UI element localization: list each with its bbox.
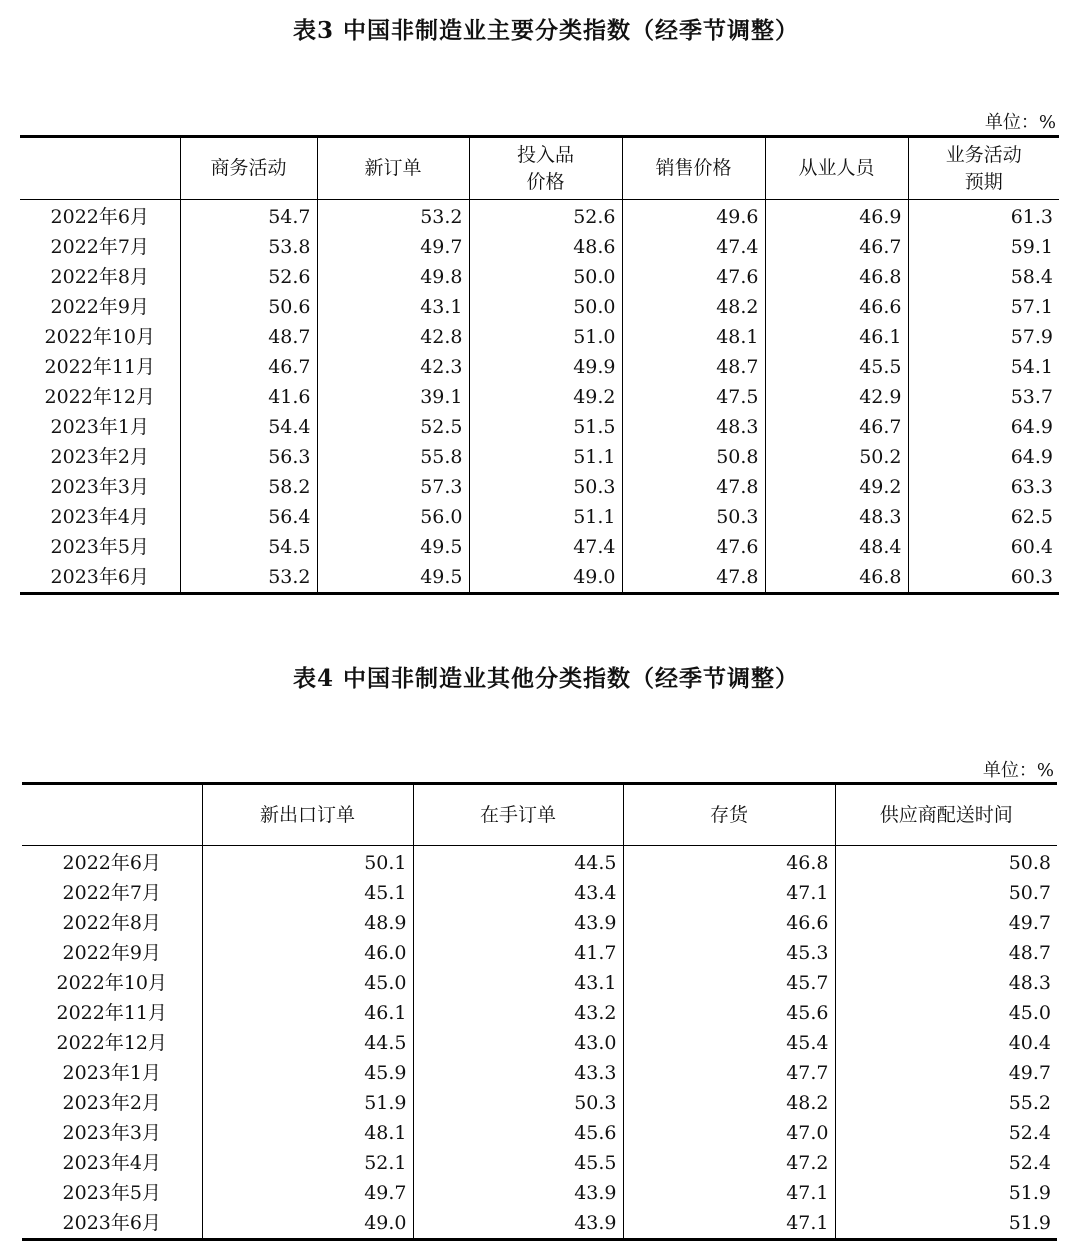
table4-title: 表4 中国非制造业其他分类指数（经季节调整）	[292, 665, 799, 692]
cell-value: 45.3	[623, 938, 835, 968]
row-month: 2022年9月	[62, 942, 161, 964]
cell-value: 51.1	[469, 502, 622, 532]
cell-value: 49.9	[469, 352, 622, 382]
cell-value: 50.8	[622, 442, 765, 472]
cell-value: 52.4	[835, 1118, 1057, 1148]
cell-value: 45.0	[202, 968, 413, 998]
cell-value: 46.6	[765, 292, 908, 322]
cell-value: 46.0	[202, 938, 413, 968]
row-month: 2022年6月	[62, 852, 161, 874]
table-row	[22, 1088, 1057, 1118]
table3-header-4-line1: 从业人员	[798, 157, 875, 179]
cell-value: 49.5	[317, 562, 469, 594]
table-row	[22, 938, 1057, 968]
cell-value: 50.7	[835, 878, 1057, 908]
table3-header-corner	[20, 137, 180, 200]
table-row	[20, 200, 1059, 233]
table3-header-0-line1: 商务活动	[210, 157, 287, 179]
table-row	[20, 502, 1059, 532]
cell-value: 51.0	[469, 322, 622, 352]
cell-value: 46.8	[765, 262, 908, 292]
row-month: 2023年1月	[62, 1062, 161, 1084]
cell-value: 43.9	[413, 1208, 623, 1240]
table-row	[20, 262, 1059, 292]
row-month: 2023年3月	[50, 476, 149, 498]
table4-header-row	[22, 784, 1057, 846]
cell-value: 49.2	[469, 382, 622, 412]
cell-value: 52.1	[202, 1148, 413, 1178]
cell-value: 51.5	[469, 412, 622, 442]
cell-value: 45.6	[623, 998, 835, 1028]
cell-value: 60.4	[908, 532, 1059, 562]
cell-value: 47.1	[623, 1208, 835, 1240]
cell-value: 45.5	[413, 1148, 623, 1178]
row-month: 2022年11月	[44, 356, 156, 378]
cell-value: 53.2	[180, 562, 317, 594]
cell-value: 54.4	[180, 412, 317, 442]
cell-value: 48.6	[469, 232, 622, 262]
table3-header-3-line1: 销售价格	[655, 157, 732, 179]
table3-header-row	[20, 137, 1059, 200]
cell-value: 42.3	[317, 352, 469, 382]
cell-value: 49.0	[202, 1208, 413, 1240]
table-row	[20, 352, 1059, 382]
cell-value: 46.9	[765, 200, 908, 233]
cell-value: 47.6	[622, 262, 765, 292]
cell-value: 46.8	[765, 562, 908, 594]
row-month: 2022年8月	[62, 912, 161, 934]
row-month: 2023年1月	[50, 416, 149, 438]
cell-value: 47.2	[623, 1148, 835, 1178]
table3-header-2-line2: 价格	[526, 170, 565, 193]
table-row	[22, 968, 1057, 998]
row-month: 2022年12月	[56, 1032, 168, 1054]
table3-header-5-line1: 业务活动	[945, 143, 1022, 166]
row-month: 2022年7月	[62, 882, 161, 904]
cell-value: 43.1	[413, 968, 623, 998]
cell-value: 49.2	[765, 472, 908, 502]
cell-value: 50.6	[180, 292, 317, 322]
table-row	[22, 1118, 1057, 1148]
row-month: 2023年6月	[62, 1212, 161, 1234]
table-row	[22, 1208, 1057, 1240]
cell-value: 41.6	[180, 382, 317, 412]
cell-value: 53.8	[180, 232, 317, 262]
row-month: 2023年4月	[62, 1152, 161, 1174]
cell-value: 60.3	[908, 562, 1059, 594]
table-row	[22, 846, 1057, 879]
cell-value: 53.2	[317, 200, 469, 233]
cell-value: 49.7	[202, 1178, 413, 1208]
cell-value: 50.0	[469, 292, 622, 322]
table4	[22, 782, 1057, 1241]
cell-value: 43.2	[413, 998, 623, 1028]
cell-value: 47.8	[622, 562, 765, 594]
table4-header-3-line1: 供应商配送时间	[879, 803, 1013, 826]
table-row	[22, 1148, 1057, 1178]
table3-header-4	[765, 137, 908, 200]
cell-value: 50.3	[469, 472, 622, 502]
cell-value: 40.4	[835, 1028, 1057, 1058]
table4-unit: 单位：%	[982, 760, 1054, 781]
cell-value: 48.2	[622, 292, 765, 322]
cell-value: 45.1	[202, 878, 413, 908]
cell-value: 47.8	[622, 472, 765, 502]
table-row	[20, 442, 1059, 472]
cell-value: 55.8	[317, 442, 469, 472]
cell-value: 50.2	[765, 442, 908, 472]
cell-value: 47.6	[622, 532, 765, 562]
table3-unit: 单位：%	[984, 112, 1056, 133]
cell-value: 55.2	[835, 1088, 1057, 1118]
row-month: 2022年7月	[50, 236, 149, 258]
cell-value: 59.1	[908, 232, 1059, 262]
cell-value: 42.9	[765, 382, 908, 412]
table-row	[20, 472, 1059, 502]
table4-header-2-line1: 存货	[709, 803, 748, 826]
cell-value: 57.9	[908, 322, 1059, 352]
cell-value: 48.3	[835, 968, 1057, 998]
table-row	[20, 532, 1059, 562]
cell-value: 39.1	[317, 382, 469, 412]
cell-value: 57.3	[317, 472, 469, 502]
table3-title: 表3 中国非制造业主要分类指数（经季节调整）	[292, 17, 799, 44]
table-row	[20, 322, 1059, 352]
row-month: 2022年10月	[56, 972, 168, 994]
cell-value: 47.1	[623, 1178, 835, 1208]
cell-value: 49.5	[317, 532, 469, 562]
cell-value: 45.0	[835, 998, 1057, 1028]
cell-value: 52.4	[835, 1148, 1057, 1178]
table3-header-1	[317, 137, 469, 200]
row-month: 2022年6月	[50, 206, 149, 228]
cell-value: 54.7	[180, 200, 317, 233]
cell-value: 51.1	[469, 442, 622, 472]
row-month: 2023年2月	[62, 1092, 161, 1114]
cell-value: 45.4	[623, 1028, 835, 1058]
cell-value: 51.9	[835, 1178, 1057, 1208]
cell-value: 47.7	[623, 1058, 835, 1088]
cell-value: 47.0	[623, 1118, 835, 1148]
cell-value: 58.4	[908, 262, 1059, 292]
cell-value: 45.6	[413, 1118, 623, 1148]
row-month: 2023年2月	[50, 446, 149, 468]
row-month: 2023年5月	[50, 536, 149, 558]
cell-value: 49.0	[469, 562, 622, 594]
row-month: 2023年4月	[50, 506, 149, 528]
table4-header-2	[623, 784, 835, 846]
row-month: 2023年5月	[62, 1182, 161, 1204]
cell-value: 48.1	[202, 1118, 413, 1148]
table3-header-2	[469, 137, 622, 200]
cell-value: 61.3	[908, 200, 1059, 233]
cell-value: 48.4	[765, 532, 908, 562]
table3-header-0	[180, 137, 317, 200]
cell-value: 48.7	[180, 322, 317, 352]
table3-header-5-line2: 预期	[964, 170, 1003, 193]
cell-value: 43.0	[413, 1028, 623, 1058]
cell-value: 50.8	[835, 846, 1057, 879]
cell-value: 50.3	[413, 1088, 623, 1118]
cell-value: 49.8	[317, 262, 469, 292]
cell-value: 56.3	[180, 442, 317, 472]
cell-value: 48.7	[835, 938, 1057, 968]
table4-body	[22, 846, 1057, 1240]
cell-value: 46.7	[765, 412, 908, 442]
cell-value: 43.1	[317, 292, 469, 322]
cell-value: 46.7	[765, 232, 908, 262]
cell-value: 45.9	[202, 1058, 413, 1088]
cell-value: 49.6	[622, 200, 765, 233]
table-row	[22, 998, 1057, 1028]
table-row	[22, 1178, 1057, 1208]
cell-value: 56.0	[317, 502, 469, 532]
cell-value: 50.0	[469, 262, 622, 292]
cell-value: 54.1	[908, 352, 1059, 382]
row-month: 2022年11月	[56, 1002, 168, 1024]
table-row	[20, 292, 1059, 322]
cell-value: 49.7	[835, 1058, 1057, 1088]
cell-value: 41.7	[413, 938, 623, 968]
cell-value: 51.9	[835, 1208, 1057, 1240]
cell-value: 44.5	[202, 1028, 413, 1058]
cell-value: 47.4	[622, 232, 765, 262]
cell-value: 48.2	[623, 1088, 835, 1118]
cell-value: 49.7	[835, 908, 1057, 938]
cell-value: 52.5	[317, 412, 469, 442]
cell-value: 43.9	[413, 908, 623, 938]
cell-value: 46.8	[623, 846, 835, 879]
cell-value: 47.5	[622, 382, 765, 412]
cell-value: 48.1	[622, 322, 765, 352]
cell-value: 42.8	[317, 322, 469, 352]
cell-value: 53.7	[908, 382, 1059, 412]
table-row	[22, 1028, 1057, 1058]
table4-header-corner	[22, 784, 202, 846]
cell-value: 52.6	[469, 200, 622, 233]
cell-value: 46.7	[180, 352, 317, 382]
cell-value: 49.7	[317, 232, 469, 262]
cell-value: 47.4	[469, 532, 622, 562]
cell-value: 64.9	[908, 412, 1059, 442]
cell-value: 43.3	[413, 1058, 623, 1088]
table3-header-3	[622, 137, 765, 200]
cell-value: 50.3	[622, 502, 765, 532]
cell-value: 56.4	[180, 502, 317, 532]
row-month: 2022年9月	[50, 296, 149, 318]
table-row	[22, 908, 1057, 938]
table3-body	[20, 200, 1059, 594]
cell-value: 48.3	[622, 412, 765, 442]
cell-value: 50.1	[202, 846, 413, 879]
cell-value: 48.7	[622, 352, 765, 382]
cell-value: 58.2	[180, 472, 317, 502]
table3-header-5	[908, 137, 1059, 200]
cell-value: 43.9	[413, 1178, 623, 1208]
cell-value: 63.3	[908, 472, 1059, 502]
cell-value: 64.9	[908, 442, 1059, 472]
row-month: 2022年12月	[44, 386, 156, 408]
cell-value: 44.5	[413, 846, 623, 879]
cell-value: 52.6	[180, 262, 317, 292]
cell-value: 46.6	[623, 908, 835, 938]
table3	[20, 135, 1059, 595]
row-month: 2023年3月	[62, 1122, 161, 1144]
table-row	[20, 382, 1059, 412]
table4-header-1-line1: 在手订单	[479, 803, 556, 826]
row-month: 2022年10月	[44, 326, 156, 348]
table4-header-0	[202, 784, 413, 846]
cell-value: 48.9	[202, 908, 413, 938]
table3-header-1-line1: 新订单	[364, 157, 422, 179]
cell-value: 45.5	[765, 352, 908, 382]
cell-value: 46.1	[202, 998, 413, 1028]
row-month: 2022年8月	[50, 266, 149, 288]
table4-header-3	[835, 784, 1057, 846]
cell-value: 54.5	[180, 532, 317, 562]
cell-value: 46.1	[765, 322, 908, 352]
table-row	[22, 1058, 1057, 1088]
table4-header-1	[413, 784, 623, 846]
table-row	[22, 878, 1057, 908]
table-row	[20, 412, 1059, 442]
table4-header-0-line1: 新出口订单	[259, 803, 355, 826]
cell-value: 47.1	[623, 878, 835, 908]
cell-value: 62.5	[908, 502, 1059, 532]
table3-header-2-line1: 投入品	[516, 143, 574, 166]
table-row	[20, 562, 1059, 594]
row-month: 2023年6月	[50, 566, 149, 588]
cell-value: 51.9	[202, 1088, 413, 1118]
table-row	[20, 232, 1059, 262]
cell-value: 57.1	[908, 292, 1059, 322]
cell-value: 43.4	[413, 878, 623, 908]
cell-value: 45.7	[623, 968, 835, 998]
cell-value: 48.3	[765, 502, 908, 532]
